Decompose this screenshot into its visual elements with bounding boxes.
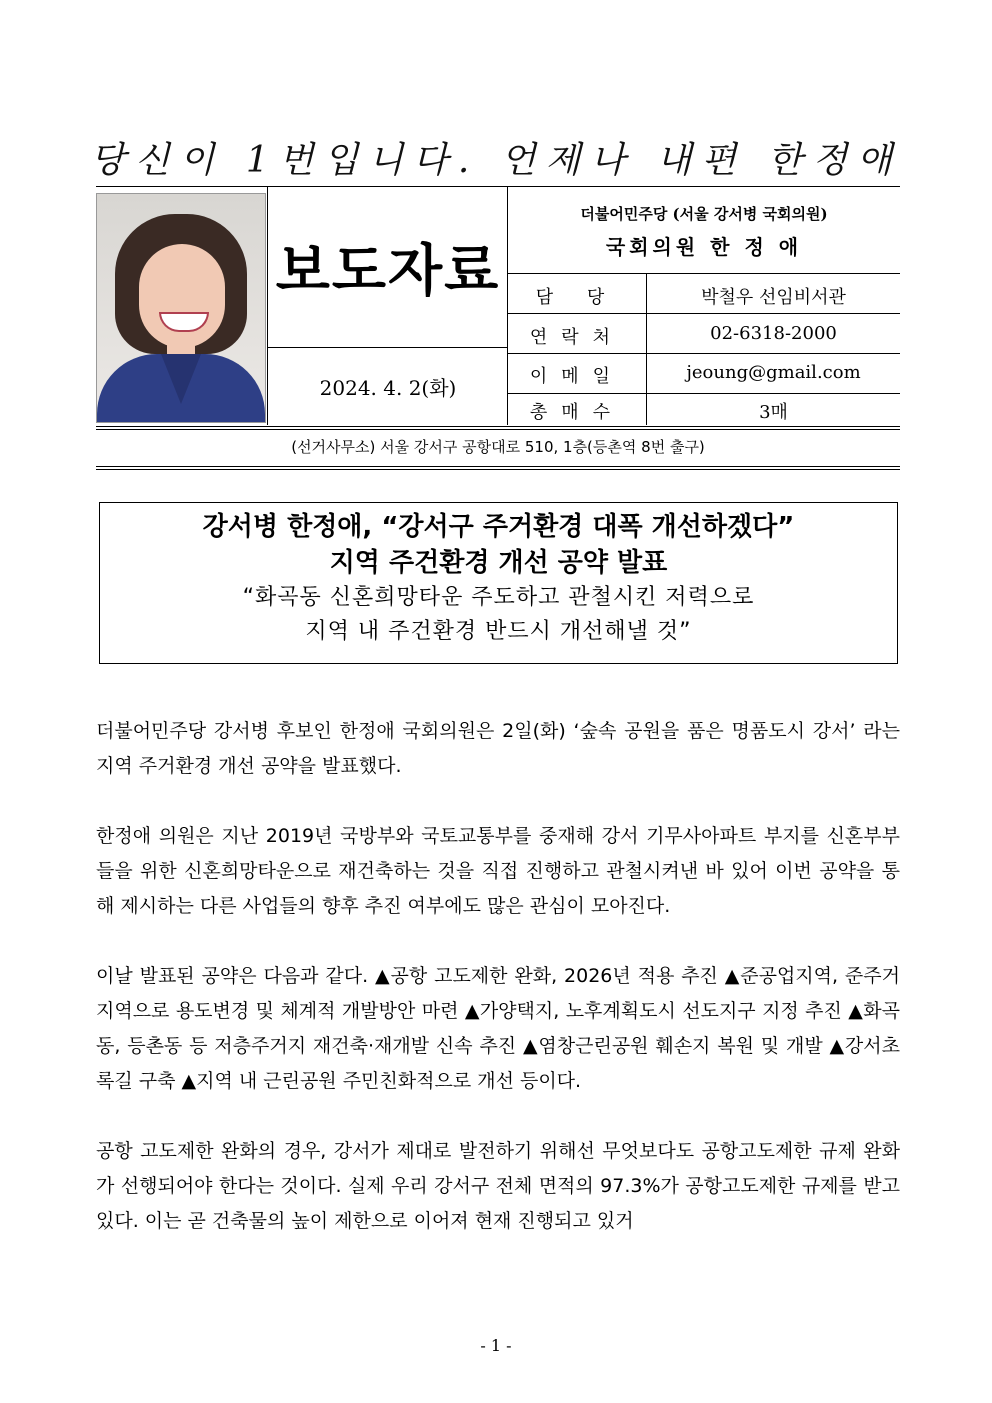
email-label: 이메일 — [529, 366, 625, 387]
slogan: 당신이 1번입니다. 언제나 내편 한정애 — [90, 140, 902, 181]
headline: 강서병 한정애, “강서구 주거환경 대폭 개선하겠다” — [202, 512, 795, 542]
paragraph: 더불어민주당 강서병 후보인 한정애 국회의원은 2일(화) ‘숲속 공원을 품은 명품도시 강서’ 라는 지역 주거환경 개선 공약을 발표했다. — [96, 720, 900, 777]
paragraph: 한정애 의원은 지난 2019년 국방부와 국토교통부를 중재해 강서 기무사아파트 부지를 신혼부부들을 위한 신혼희망타운으로 재건축하는 것을 직접 진행하고 관철시켜낸 바 있어 이번 공약을 통해 제시하는 다른 사업들의 향후 추진 여부에도 많은 관심이 모아진다. — [96, 825, 900, 917]
page-count-label: 총매수 — [529, 402, 625, 423]
quote-line-2: 지역 내 주건환경 반드시 개선해낼 것” — [305, 619, 692, 644]
release-date: 2024. 4. 2(화) — [319, 376, 457, 400]
candidate-photo — [96, 193, 266, 423]
article-body — [96, 714, 900, 1274]
phone-label: 연락처 — [529, 327, 625, 348]
quote-line-1: “화곡동 신혼희망타운 주도하고 관철시킨 저력으로 — [242, 585, 755, 610]
page-number: - 1 - — [480, 1336, 512, 1355]
press-header — [96, 186, 900, 427]
headline-box — [99, 502, 898, 664]
paragraph: 공항 고도제한 완화의 경우, 강서가 제대로 발전하기 위해선 무엇보다도 공항고도제한 규제 완화가 선행되어야 한다는 것이다. 실제 우리 강서구 전체 면적의 97.3%가 공항고도제한 규제를 받고 있다. 이는 곧 건축물의 높이 제한으로 이어져 현재 진행되고 있거 — [96, 1140, 900, 1232]
subheadline: 지역 주건환경 개선 공약 발표 — [329, 548, 668, 578]
party-affiliation: 더불어민주당 (서울 강서병 국회의원) — [580, 205, 828, 223]
contact-person-value: 박철우 선임비서관 — [701, 287, 846, 308]
press-release-title: 보도자료 — [275, 239, 501, 304]
paragraph: 이날 발표된 공약은 다음과 같다. ▲공항 고도제한 완화, 2026년 적용 추진 ▲준공업지역, 준주거지역으로 용도변경 및 체계적 개발방안 마련 ▲가양택지, 노후계획도시 선도지구 지정 추진 ▲화곡동, 등촌동 등 저층주거지 재건축·재개발 신속 추진 ▲염창근린공원 훼손지 복원 및 개발 ▲강서초록길 구축 ▲지역 내 근린공원 주민친화적으로 개선 등이다. — [96, 965, 900, 1092]
header-divider — [96, 426, 900, 430]
campaign-office-address: (선거사무소) 서울 강서구 공항대로 510, 1층(등촌역 8번 출구) — [291, 438, 705, 456]
page-count-value: 3매 — [759, 402, 788, 423]
address-divider — [96, 466, 900, 470]
email-value: jeoung@gmail.com — [686, 362, 861, 383]
phone-value: 02-6318-2000 — [710, 323, 837, 344]
member-name: 국회의원 한 정 애 — [605, 235, 803, 259]
contact-person-label: 담 당 — [535, 287, 619, 308]
